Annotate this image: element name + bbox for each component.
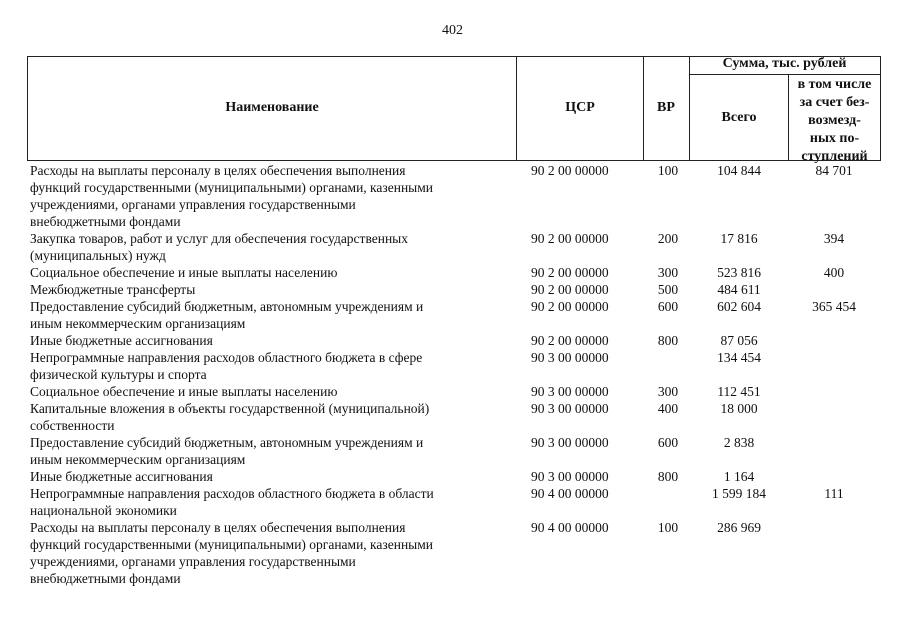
row-name-line: Социальное обеспечение и иные выплаты населению (30, 265, 338, 280)
row-name-line: национальной экономики (30, 503, 177, 518)
row-name-line: Непрограммные направления расходов областного бюджета в области (30, 486, 434, 501)
table-row (0, 332, 905, 349)
row-name-line: Расходы на выплаты персоналу в целях обеспечения выполнения (30, 163, 406, 178)
row-name-line: Непрограммные направления расходов областного бюджета в сфере (30, 350, 423, 365)
row-total: 484 611 (717, 282, 761, 297)
header-incl-line: за счет без- (799, 95, 870, 110)
header-incl-line: в том числе (797, 77, 872, 92)
table-row (0, 281, 905, 298)
row-total: 523 816 (717, 265, 761, 280)
row-name-line: внебюджетными фондами (30, 571, 181, 586)
row-total: 134 454 (717, 350, 761, 365)
row-csr: 90 2 00 00000 (531, 265, 609, 280)
row-name-line: иным некоммерческим организациям (30, 452, 246, 467)
row-name (30, 468, 500, 485)
row-vr: 300 (657, 384, 679, 399)
table-row (0, 519, 905, 587)
row-name (30, 400, 500, 434)
header-total: Всего (721, 110, 757, 125)
row-csr: 90 4 00 00000 (531, 520, 609, 535)
row-csr: 90 2 00 00000 (531, 282, 609, 297)
row-vr: 400 (657, 401, 679, 416)
row-name (30, 485, 500, 519)
table-row (0, 230, 905, 264)
row-incl: 394 (823, 231, 845, 246)
row-csr: 90 4 00 00000 (531, 486, 609, 501)
row-total: 1 599 184 (712, 486, 766, 501)
row-name-line: физической культуры и спорта (30, 367, 207, 382)
row-name-line: Закупка товаров, работ и услуг для обеспечения государственных (30, 231, 409, 246)
row-name-line: функций государственными (муниципальными) органами, казенными (30, 180, 434, 195)
row-incl: 111 (824, 486, 844, 501)
table-row (0, 400, 905, 434)
header-csr: ЦСР (565, 100, 595, 115)
row-vr: 300 (657, 265, 679, 280)
row-csr: 90 2 00 00000 (531, 333, 609, 348)
table-row (0, 485, 905, 519)
row-name-line: Иные бюджетные ассигнования (30, 469, 213, 484)
row-name-line: Капитальные вложения в объекты государственной (муниципальной) (30, 401, 430, 416)
row-total: 112 451 (717, 384, 761, 399)
row-vr: 600 (657, 299, 679, 314)
table-row (0, 349, 905, 383)
table-row (0, 383, 905, 400)
row-total: 2 838 (723, 435, 755, 450)
row-name-line: учреждениями, органами управления государственными (30, 554, 356, 569)
row-name (30, 298, 500, 332)
row-name (30, 332, 500, 349)
row-name (30, 162, 500, 230)
row-incl: 365 454 (812, 299, 856, 314)
row-name-line: Иные бюджетные ассигнования (30, 333, 213, 348)
row-name (30, 383, 500, 400)
row-name-line: учреждениями, органами управления государственными (30, 197, 356, 212)
row-csr: 90 3 00 00000 (531, 435, 609, 450)
row-csr: 90 2 00 00000 (531, 163, 609, 178)
page-number: 402 (442, 23, 463, 38)
row-name (30, 281, 500, 298)
header-name: Наименование (225, 100, 319, 115)
row-total: 17 816 (720, 231, 758, 246)
table-row (0, 162, 905, 230)
table-row (0, 264, 905, 281)
row-name (30, 519, 500, 587)
row-name-line: собственности (30, 418, 115, 433)
row-vr: 500 (657, 282, 679, 297)
row-vr: 600 (657, 435, 679, 450)
row-csr: 90 2 00 00000 (531, 299, 609, 314)
row-name-line: Социальное обеспечение и иные выплаты населению (30, 384, 338, 399)
row-vr: 200 (657, 231, 679, 246)
row-csr: 90 2 00 00000 (531, 231, 609, 246)
row-vr: 100 (657, 163, 679, 178)
table-row (0, 434, 905, 468)
row-vr: 800 (657, 469, 679, 484)
row-total: 87 056 (720, 333, 758, 348)
table-row (0, 298, 905, 332)
row-total: 286 969 (717, 520, 761, 535)
row-name-line: Расходы на выплаты персоналу в целях обеспечения выполнения (30, 520, 406, 535)
row-csr: 90 3 00 00000 (531, 401, 609, 416)
row-total: 602 604 (717, 299, 761, 314)
header-incl-line: ступлений (801, 149, 868, 164)
row-csr: 90 3 00 00000 (531, 350, 609, 365)
row-vr: 100 (657, 520, 679, 535)
table-row (0, 468, 905, 485)
row-csr: 90 3 00 00000 (531, 469, 609, 484)
row-name-line: иным некоммерческим организациям (30, 316, 246, 331)
header-incl (789, 76, 880, 166)
row-name-line: Предоставление субсидий бюджетным, автономным учреждениям и (30, 299, 424, 314)
row-total: 104 844 (717, 163, 761, 178)
row-name-line: функций государственными (муниципальными) органами, казенными (30, 537, 434, 552)
row-incl: 400 (823, 265, 845, 280)
row-vr: 800 (657, 333, 679, 348)
row-incl: 84 701 (815, 163, 853, 178)
row-name (30, 434, 500, 468)
table-body (0, 162, 905, 587)
header-incl-line: ных по- (809, 131, 860, 146)
row-name (30, 349, 500, 383)
row-name (30, 230, 500, 264)
row-total: 1 164 (723, 469, 755, 484)
row-total: 18 000 (720, 401, 758, 416)
row-name-line: Предоставление субсидий бюджетным, автономным учреждениям и (30, 435, 424, 450)
row-csr: 90 3 00 00000 (531, 384, 609, 399)
row-name-line: (муниципальных) нужд (30, 248, 166, 263)
row-name-line: Межбюджетные трансферты (30, 282, 196, 297)
header-vr: ВР (657, 100, 675, 115)
header-sum: Сумма, тыс. рублей (722, 56, 847, 71)
row-name-line: внебюджетными фондами (30, 214, 181, 229)
row-name (30, 264, 500, 281)
header-incl-line: возмезд- (808, 113, 861, 128)
